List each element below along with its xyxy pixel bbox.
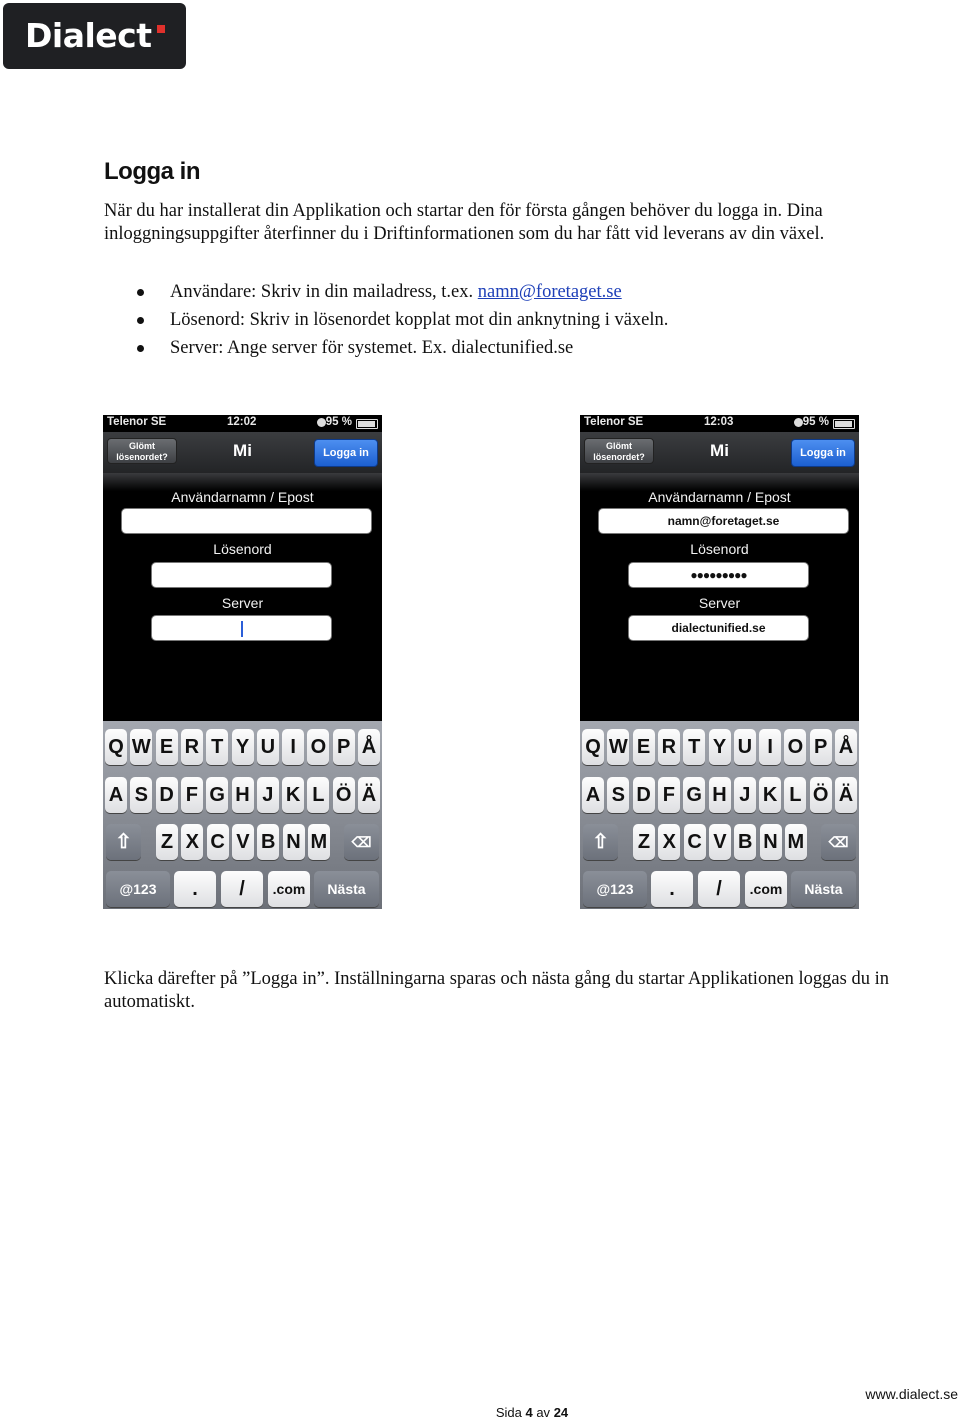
nav-title: Mi [233,441,252,460]
username-label: Användarnamn / Epost [171,489,314,505]
keyboard-row-3 [580,824,859,864]
battery-percent: 95 % [325,416,352,428]
key-n[interactable]: N [283,824,305,860]
key-e[interactable]: E [633,729,655,765]
bullet-text: Lösenord: Skriv in lösenordet kopplat mot din anknytning i växeln. [170,310,669,330]
battery-percent: 95 % [802,416,829,428]
instruction-list [104,280,894,364]
key-m[interactable]: M [308,824,330,860]
key-ä[interactable]: Ä [358,777,380,813]
key-a[interactable]: A [582,777,604,813]
key-c[interactable]: C [684,824,706,860]
status-bar [103,415,382,432]
slash-key[interactable]: / [698,871,740,907]
phone-screenshot-empty [103,415,382,909]
server-label: Server [221,595,264,611]
text-cursor [241,621,243,637]
page-separator: av [532,1405,554,1420]
list-item-user [104,280,894,308]
key-b[interactable]: B [257,824,279,860]
server-field[interactable]: dialectunified.se [628,615,809,641]
key-o[interactable]: O [307,729,329,765]
backspace-key[interactable]: ⌫ [821,824,856,860]
dotcom-key[interactable]: .com [745,871,787,907]
key-v[interactable]: V [232,824,254,860]
next-key[interactable]: Nästa [314,871,379,907]
keyboard-row-2 [103,777,382,817]
shift-key[interactable]: ⇧ [583,824,618,860]
key-x[interactable]: X [181,824,203,860]
key-t[interactable]: T [206,729,228,765]
keyboard-row-4 [580,871,859,909]
key-y[interactable]: Y [709,729,731,765]
key-ä[interactable]: Ä [835,777,857,813]
forgot-line2: lösenordet? [593,452,645,462]
login-button[interactable]: Logga in [314,439,378,467]
password-label: Lösenord [690,541,749,557]
key-r[interactable]: R [658,729,680,765]
key-j[interactable]: J [257,777,279,813]
key-s[interactable]: S [607,777,629,813]
forgot-line1: Glömt [129,441,155,451]
email-link[interactable]: namn@foretaget.se [477,282,622,302]
password-field[interactable] [151,562,332,588]
key-k[interactable]: K [282,777,304,813]
clock: 12:02 [227,416,257,428]
key-d[interactable]: D [156,777,178,813]
key-c[interactable]: C [207,824,229,860]
username-field[interactable] [121,508,372,534]
key-v[interactable]: V [709,824,731,860]
keyboard-row-2 [580,777,859,817]
key-r[interactable]: R [181,729,203,765]
key-y[interactable]: Y [232,729,254,765]
backspace-key[interactable]: ⌫ [344,824,379,860]
battery-icon [833,419,855,429]
page-heading: Logga in [104,158,200,185]
key-n[interactable]: N [760,824,782,860]
nav-title: Mi [710,441,729,460]
outro-paragraph: Klicka därefter på ”Logga in”. Inställningarna sparas och nästa gång du startar Applikationen loggas du in automatiskt. [104,969,889,1012]
key-w[interactable]: W [130,729,152,765]
next-key[interactable]: Nästa [791,871,856,907]
battery-icon [356,419,378,429]
key-p[interactable]: P [810,729,832,765]
slash-key[interactable]: / [221,871,263,907]
key-l[interactable]: L [307,777,329,813]
dialect-logo [3,3,186,69]
key-i[interactable]: I [759,729,781,765]
login-form [580,473,859,723]
key-q[interactable]: Q [582,729,604,765]
key-l[interactable]: L [784,777,806,813]
keyboard-row-1 [103,729,382,769]
key-j[interactable]: J [734,777,756,813]
login-form [103,473,382,723]
forgot-line1: Glömt [606,441,632,451]
key-q[interactable]: Q [105,729,127,765]
key-w[interactable]: W [607,729,629,765]
key-å[interactable]: Å [358,729,380,765]
key-ö[interactable]: Ö [810,777,832,813]
list-item-server [104,336,894,364]
dotcom-key[interactable]: .com [268,871,310,907]
dot-key[interactable]: . [651,871,693,907]
logo-text: Dialect [25,16,152,55]
shift-key[interactable]: ⇧ [106,824,141,860]
password-field[interactable]: ●●●●●●●●● [628,562,809,588]
key-f[interactable]: F [658,777,680,813]
username-label: Användarnamn / Epost [648,489,791,505]
forgot-line2: lösenordet? [116,452,168,462]
key-d[interactable]: D [633,777,655,813]
key-u[interactable]: U [257,729,279,765]
username-field[interactable]: namn@foretaget.se [598,508,849,534]
bullet-icon [137,289,144,296]
key-p[interactable]: P [333,729,355,765]
key-z[interactable]: Z [633,824,655,860]
total-pages: 24 [553,1405,569,1420]
footer-website: www.dialect.se [865,1386,958,1402]
key-z[interactable]: Z [156,824,178,860]
carrier-label: Telenor SE [584,416,644,428]
key-u[interactable]: U [734,729,756,765]
key-m[interactable]: M [785,824,807,860]
key-ö[interactable]: Ö [333,777,355,813]
key-s[interactable]: S [130,777,152,813]
key-a[interactable]: A [105,777,127,813]
key-g[interactable]: G [683,777,705,813]
key-h[interactable]: H [232,777,254,813]
intro-paragraph: När du har installerat din Applikation och startar den för första gången behöver du logga in. Dina inloggningsuppgifter återfinner du i Driftinformationen som du har fått vid leverans av din växel. [104,201,825,244]
key-i[interactable]: I [282,729,304,765]
key-h[interactable]: H [709,777,731,813]
keyboard [103,721,382,909]
current-page: 4 [525,1405,533,1420]
key-e[interactable]: E [156,729,178,765]
phone-screenshot-filled [580,415,859,909]
bullet-text: Server: Ange server för systemet. Ex. dialectunified.se [170,338,574,358]
numbers-key[interactable]: @123 [106,871,170,907]
login-button[interactable]: Logga in [791,439,855,467]
server-field[interactable] [151,615,332,641]
key-å[interactable]: Å [835,729,857,765]
key-t[interactable]: T [683,729,705,765]
keyboard-row-3 [103,824,382,864]
lock-icon [794,418,803,427]
bullet-icon [137,345,144,352]
keyboard [580,721,859,909]
logo-mark-icon [157,25,165,33]
clock: 12:03 [704,416,734,428]
numbers-key[interactable]: @123 [583,871,647,907]
key-x[interactable]: X [658,824,680,860]
password-label: Lösenord [213,541,272,557]
status-bar [580,415,859,432]
lock-icon [317,418,326,427]
page-prefix: Sida [495,1405,526,1420]
bullet-icon [137,317,144,324]
dot-key[interactable]: . [174,871,216,907]
key-b[interactable]: B [734,824,756,860]
server-label: Server [698,595,741,611]
key-f[interactable]: F [181,777,203,813]
keyboard-row-4 [103,871,382,909]
key-o[interactable]: O [784,729,806,765]
list-item-password [104,308,894,336]
key-g[interactable]: G [206,777,228,813]
bullet-text: Användare: Skriv in din mailadress, t.ex. [170,282,478,302]
keyboard-row-1 [580,729,859,769]
page-number [0,1405,960,1420]
carrier-label: Telenor SE [107,416,167,428]
key-k[interactable]: K [759,777,781,813]
